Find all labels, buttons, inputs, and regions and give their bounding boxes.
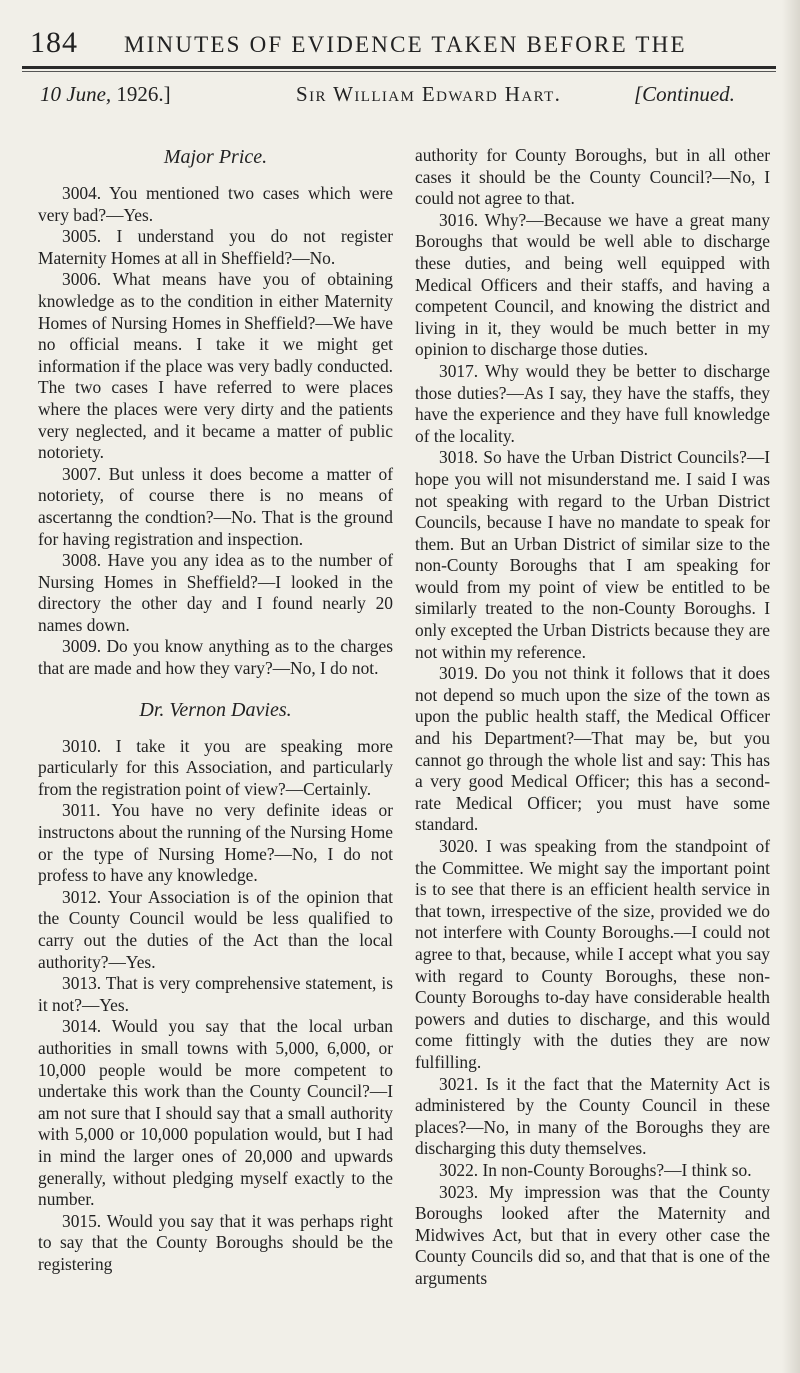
speaker-heading: Dr. Vernon Davies. — [139, 698, 292, 721]
evidence-paragraph: 3018. So have the Urban District Councils?—I hope you will not misunderstand me. I said I was not speaking with regard to the Urban District Councils, because I have no mandate to speak for them. But an Urban District of similar size to the non-County Boroughs that I am speaking for would from my point of view be entitled to be similarly treated to the non-County Boroughs. I only excepted the Urban Districts because they are not within my reference. — [415, 447, 770, 662]
evidence-paragraph: 3023. My impression was that the County Boroughs looked after the Maternity and Midwives Act, but that in every other case the County Councils did so, and that that is one of the arguments — [415, 1181, 770, 1288]
evidence-paragraph: 3021. Is it the fact that the Maternity Act is administered by the County Council in these places?—No, in many of the Boroughs they are discharging this duty themselves. — [415, 1073, 770, 1159]
evidence-paragraph: 3022. In non-County Boroughs?—I think so. — [439, 1159, 752, 1180]
session-date — [40, 82, 171, 107]
evidence-paragraph: 3013. That is very comprehensive statement, is it not?—Yes. — [38, 973, 393, 1015]
evidence-paragraph: 3014. Would you say that the local urban authorities in small towns with 5,000, 6,000, or 10,000 people would be more competent to undertake this work than the County Council?—I am not sure that I should say that a small authority with 5,000 or 10,000 population would, but I had in mind the larger ones of 20,000 and upwards generally, without pledging myself exactly to the number. — [38, 1016, 393, 1210]
evidence-paragraph: 3010. I take it you are speaking more particularly for this Association, and particularly from the registration point of view?—Certainly. — [38, 735, 393, 799]
page-edge-shadow — [782, 0, 800, 1373]
evidence-paragraph: 3008. Have you any idea as to the number of Nursing Homes in Sheffield?—I looked in the directory the other day and I found nearly 20 names down. — [38, 550, 393, 635]
subheader — [0, 80, 800, 114]
page-header — [30, 22, 770, 62]
page-number: 184 — [30, 26, 78, 59]
speaker-heading: Major Price. — [163, 146, 268, 168]
evidence-paragraph: 3015. Would you say that it was perhaps right to say that the County Boroughs should be the registering — [38, 1210, 393, 1274]
right-column — [415, 145, 770, 1289]
header-rule-thin — [22, 71, 776, 72]
evidence-paragraph: authority for County Boroughs, but in all other cases it should be the County Council?—No, I could not agree to that. — [415, 145, 770, 209]
evidence-paragraph: 3004. You mentioned two cases which were very bad?—Yes. — [38, 183, 393, 225]
date-text: 10 June, — [40, 82, 112, 106]
evidence-paragraph: 3007. But unless it does become a matter of notoriety, of course there is no means of ascertanng the condtion?—No. That is the ground for having registration and inspection. — [38, 463, 393, 549]
evidence-paragraph: 3011. You have no very definite ideas or instructons about the running of the Nursing Home or the type of Nursing Home?—No, I do not profess to have any knowledge. — [38, 800, 394, 886]
running-head: MINUTES OF EVIDENCE TAKEN BEFORE THE — [124, 32, 687, 57]
witness-name: Sir William Edward Hart. — [296, 82, 562, 106]
evidence-paragraph: 3019. Do you not think it follows that it does not depend so much upon the size of the town as upon the public health staff, the Medical Officer and his Department?—That may be, but you cannot go through the whole list and say: This has a very good Medical Officer; this has a second-rate Medical Officer; you must have some standard. — [415, 663, 770, 835]
evidence-paragraph: 3012. Your Association is of the opinion that the County Council would be less qualified to carry out the duties of the Act than the local authority?—Yes. — [38, 886, 393, 972]
header-rule — [22, 66, 776, 69]
evidence-paragraph: 3005. I understand you do not register Maternity Homes at all in Sheffield?—No. — [38, 226, 393, 268]
evidence-paragraph: 3006. What means have you of obtaining knowledge as to the condition in either Maternity Homes of Nursing Homes in Sheffield?—We have no official means. I take it we might get information if the place was very badly conducted. The two cases I have referred to were places where the places were very dirty and the patients very neglected, and it became a matter of public notoriety. — [38, 269, 393, 463]
left-column — [38, 145, 393, 1276]
evidence-paragraph: 3017. Why would they be better to discharge those duties?—As I say, they have the staffs, they have the experience and they have full knowledge of the locality. — [415, 360, 770, 446]
evidence-paragraph: 3009. Do you know anything as to the charges that are made and how they vary?—No, I do not. — [38, 636, 393, 679]
evidence-paragraph: 3020. I was speaking from the standpoint of the Committee. We might say the important point is to see that there is an efficient health service in that town, irrespective of the size, provided we do not interfere with County Boroughs.—I could not agree to that, because, while I accept what you say with regard to County Boroughs, these non-County Boroughs to-day have considerable health powers and duties to discharge, and this would come fittingly with the duties they are now fulfilling. — [415, 836, 770, 1072]
evidence-paragraph: 3016. Why?—Because we have a great many Boroughs that would be well able to discharge these duties, and being well equipped with Medical Officers and their staffs, and having a competent Council, and knowing the district and living in it, they would be much better in my opinion to discharge those duties. — [415, 209, 770, 360]
year-text: 1926.] — [116, 82, 171, 106]
continued-label: [Continued. — [634, 82, 735, 106]
